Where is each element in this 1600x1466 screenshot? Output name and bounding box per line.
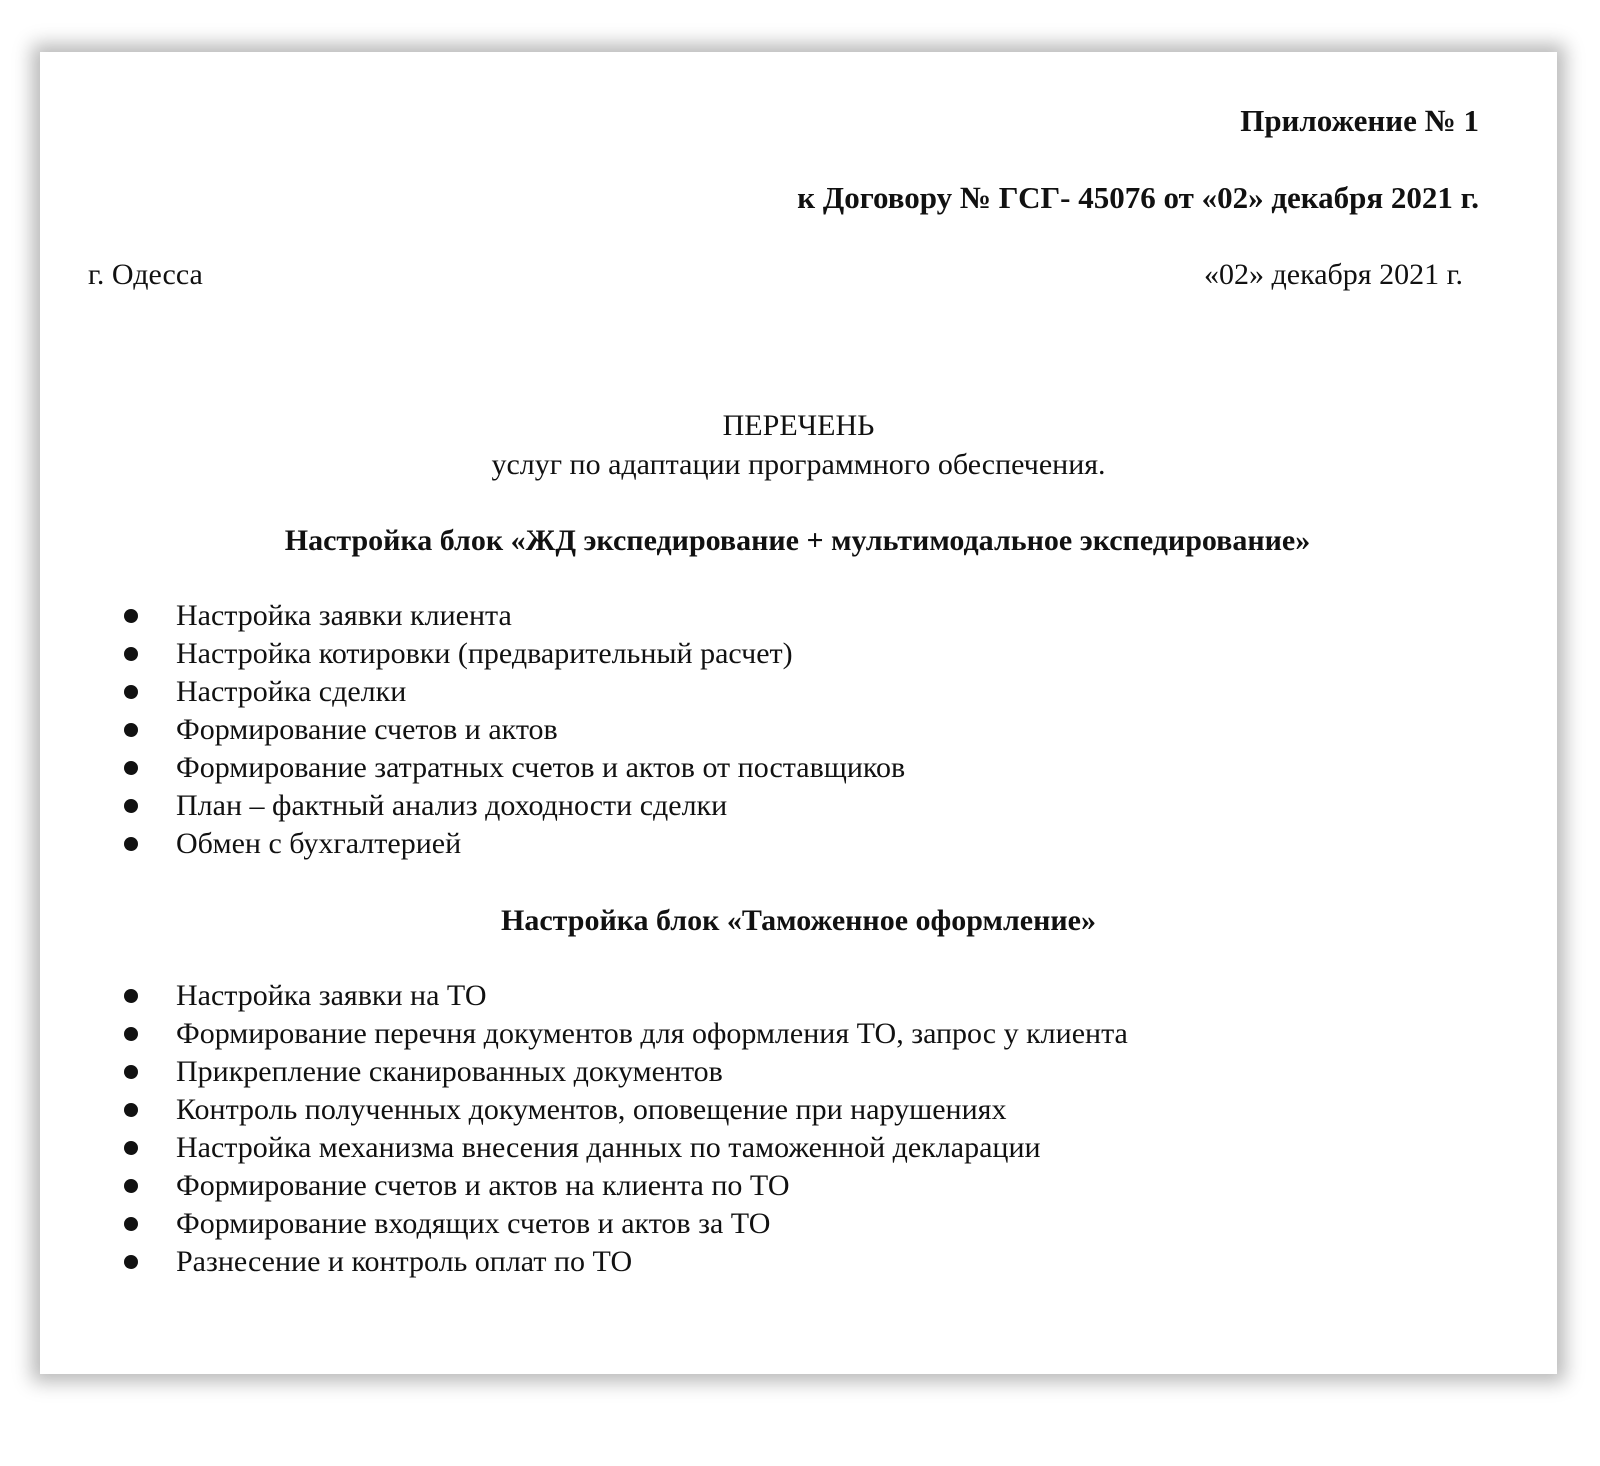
list-title: ПЕРЕЧЕНЬ [722, 409, 875, 442]
bullet-icon [124, 1255, 138, 1269]
list-item-text: Формирование счетов и актов [176, 713, 558, 746]
list-item [118, 635, 905, 673]
bullet-icon [124, 799, 138, 813]
list-item [118, 673, 905, 711]
list-subtitle: услуг по адаптации программного обеспечения. [491, 448, 1106, 481]
list-item [118, 977, 1128, 1015]
list-item [118, 711, 905, 749]
list-item [118, 1205, 1128, 1243]
bullet-icon [124, 609, 138, 623]
list-item-text: Настройка котировки (предварительный расчет) [176, 637, 793, 670]
list-item-text: План – фактный анализ доходности сделки [176, 789, 728, 822]
annex-contract-reference: к Договору № ГСГ- 45076 от «02» декабря 2021 г. [797, 180, 1479, 215]
document-date: «02» декабря 2021 г. [1204, 258, 1463, 291]
bullet-icon [124, 723, 138, 737]
section-heading-customs-clearance: Настройка блок «Таможенное оформление» [501, 904, 1096, 937]
annex-title: Приложение № 1 [1240, 103, 1479, 138]
section-heading-rail-forwarding: Настройка блок «ЖД экспедирование + мультимодальное экспедирование» [284, 524, 1311, 557]
list-item [118, 1015, 1128, 1053]
list-item [118, 825, 905, 863]
list-item-text: Формирование затратных счетов и актов от поставщиков [176, 751, 906, 784]
list-item [118, 1167, 1128, 1205]
list-item [118, 1243, 1128, 1281]
list-item [118, 787, 905, 825]
list-item-text: Прикрепление сканированных документов [176, 1055, 723, 1088]
list-item-text: Формирование перечня документов для оформления ТО, запрос у клиента [176, 1017, 1128, 1050]
bullet-icon [124, 761, 138, 775]
list-item-text: Настройка заявки клиента [176, 599, 512, 632]
list-item [118, 1053, 1128, 1091]
bullet-icon [124, 837, 138, 851]
list-item-text: Настройка заявки на ТО [176, 979, 487, 1012]
bullet-icon [124, 1179, 138, 1193]
list-item-text: Контроль полученных документов, оповещение при нарушениях [176, 1093, 1007, 1126]
list-item [118, 1129, 1128, 1167]
bullet-icon [124, 647, 138, 661]
list-item-text: Формирование входящих счетов и актов за ТО [176, 1207, 771, 1240]
list-item-text: Формирование счетов и актов на клиента по ТО [176, 1169, 790, 1202]
bullet-icon [124, 685, 138, 699]
list-item [118, 1091, 1128, 1129]
list-item-text: Настройка сделки [176, 675, 407, 708]
list-item-text: Настройка механизма внесения данных по таможенной декларации [176, 1131, 1041, 1164]
list-item [118, 597, 905, 635]
bullet-icon [124, 1217, 138, 1231]
service-list-customs-clearance [118, 977, 1128, 1281]
document-page [40, 52, 1557, 1374]
bullet-icon [124, 989, 138, 1003]
bullet-icon [124, 1065, 138, 1079]
list-item [118, 749, 905, 787]
bullet-icon [124, 1027, 138, 1041]
bullet-icon [124, 1103, 138, 1117]
bullet-icon [124, 1141, 138, 1155]
list-item-text: Разнесение и контроль оплат по ТО [176, 1245, 633, 1278]
city: г. Одесса [88, 258, 203, 291]
service-list-rail-forwarding [118, 597, 905, 863]
list-item-text: Обмен с бухгалтерией [176, 827, 462, 860]
